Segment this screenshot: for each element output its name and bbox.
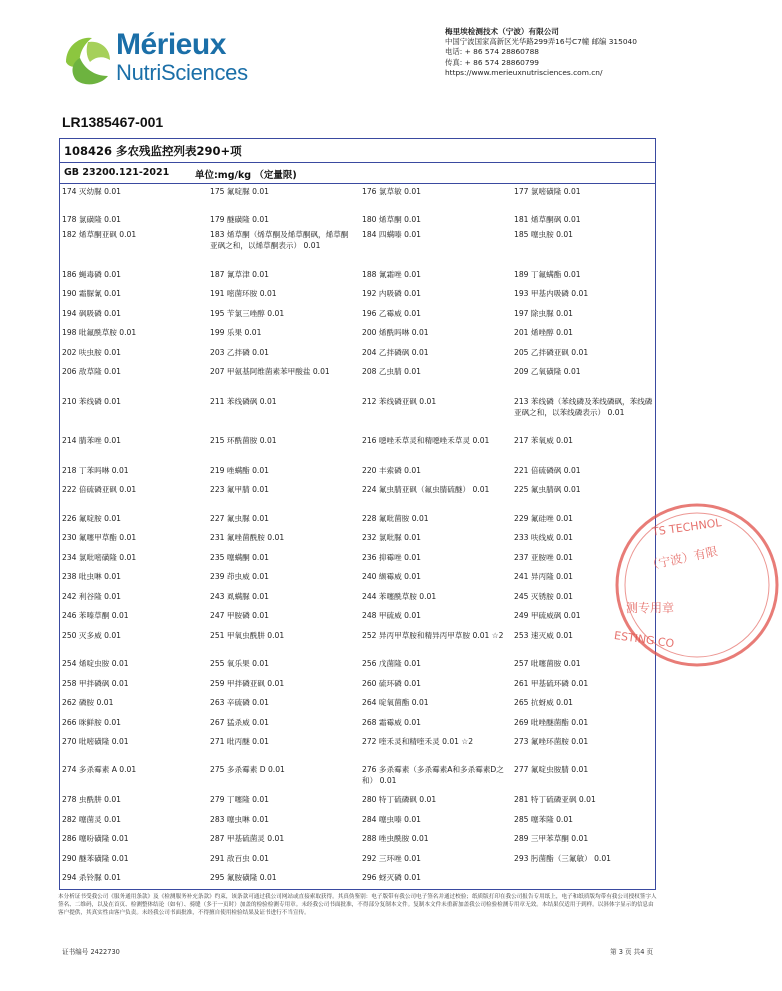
analyte-entry: 257 吡噻菌胺 0.01 — [514, 659, 581, 668]
analyte-entry: 180 烯草酮 0.01 — [362, 215, 422, 224]
report-number: LR1385467-001 — [62, 114, 164, 130]
analyte-entry: 225 氟虫腈砜 0.01 — [514, 485, 581, 494]
analyte-entry: 283 噻虫啉 0.01 — [210, 815, 270, 824]
analyte-entry: 181 烯草酮砜 0.01 — [514, 215, 581, 224]
analyte-entry: 216 噁唑禾草灵和精噁唑禾草灵 0.01 — [362, 436, 490, 445]
analyte-entry: 211 苯线磷砜 0.01 — [210, 397, 277, 406]
analyte-entry: 245 灭锈胺 0.01 — [514, 592, 574, 601]
analyte-entry: 291 敌百虫 0.01 — [210, 854, 270, 863]
analyte-entry: 203 乙拌磷 0.01 — [210, 348, 270, 357]
analyte-entry: 207 甲氨基阿维菌素苯甲酸盐 0.01 — [210, 367, 330, 376]
analyte-entry: 220 丰索磷 0.01 — [362, 466, 422, 475]
analyte-entry: 284 噻虫嗪 0.01 — [362, 815, 422, 824]
analyte-entry: 282 噻菌灵 0.01 — [62, 815, 122, 824]
svg-text:测专用章: 测专用章 — [626, 601, 675, 615]
analyte-entry: 275 多杀霉素 D 0.01 — [210, 765, 285, 774]
analyte-entry: 237 亚胺唑 0.01 — [514, 553, 574, 562]
analyte-entry: 287 甲基硫菌灵 0.01 — [210, 834, 285, 843]
analyte-entry: 228 氟吡菌胺 0.01 — [362, 514, 429, 523]
analyte-entry: 281 特丁硫磷亚砜 0.01 — [514, 795, 596, 804]
analyte-entry: 177 氯嘧磺隆 0.01 — [514, 187, 581, 196]
results-table — [59, 138, 656, 890]
analyte-entry: 274 多杀霉素 A 0.01 — [62, 765, 137, 774]
analyte-entry: 286 噻吩磺隆 0.01 — [62, 834, 129, 843]
svg-text:ESTING CO: ESTING CO — [613, 629, 675, 651]
analyte-entry: 244 苯噻酰草胺 0.01 — [362, 592, 437, 601]
svg-text:TS TECHNOL: TS TECHNOL — [651, 516, 723, 539]
analyte-entry: 192 内吸磷 0.01 — [362, 289, 422, 298]
analyte-entry: 254 烯啶虫胺 0.01 — [62, 659, 129, 668]
analyte-entry: 222 倍硫磷亚砜 0.01 — [62, 485, 137, 494]
analyte-entry: 295 氟胺磺隆 0.01 — [210, 873, 277, 882]
method-standard: GB 23200.121-2021 — [64, 167, 170, 178]
analyte-entry: 271 吡丙醚 0.01 — [210, 737, 270, 746]
analyte-entry: 183 烯草酮（烯草酮及烯草酮砜，烯草酮亚砜之和，以烯草酮表示） 0.01 — [210, 230, 349, 250]
analyte-entry: 276 多杀霉素（多杀霉素A和多杀霉素D之和） 0.01 — [362, 765, 504, 785]
analyte-entry: 264 啶氧菌酯 0.01 — [362, 698, 429, 707]
analyte-entry: 290 醚苯磺隆 0.01 — [62, 854, 129, 863]
analyte-entry: 236 抑霉唑 0.01 — [362, 553, 422, 562]
analyte-entry: 230 氟噻甲草酯 0.01 — [62, 533, 137, 542]
analyte-entry: 223 氟甲腈 0.01 — [210, 485, 270, 494]
analyte-entry: 229 氟硅唑 0.01 — [514, 514, 574, 523]
page-number: 第 3 页 共4 页 — [610, 948, 654, 956]
analyte-entry: 221 倍硫磷砜 0.01 — [514, 466, 581, 475]
svg-text:（宁波）有限: （宁波）有限 — [645, 544, 719, 573]
analyte-entry: 218 丁苯吗啉 0.01 — [62, 466, 129, 475]
analyte-entry: 267 猛杀威 0.01 — [210, 718, 270, 727]
analyte-entry: 184 四螨嗪 0.01 — [362, 230, 422, 239]
company-address: 中国宁波国家高新区光华路299弄16号C7幢 邮编 315040 — [445, 37, 637, 47]
analyte-entry: 253 速灭威 0.01 — [514, 631, 574, 640]
company-fax: 传真: + 86 574 28860799 — [445, 57, 539, 67]
analyte-entry: 234 氯吡嘧磺隆 0.01 — [62, 553, 137, 562]
company-seal-stamp — [612, 500, 782, 670]
analyte-entry: 260 硫环磷 0.01 — [362, 679, 422, 688]
analyte-entry: 219 唑螨酯 0.01 — [210, 466, 270, 475]
company-phone: 电话: + 86 574 28860788 — [445, 47, 539, 57]
analyte-entry: 269 吡唑醚菌酯 0.01 — [514, 718, 589, 727]
analyte-entry: 186 蝇毒磷 0.01 — [62, 270, 122, 279]
analyte-entry: 279 丁噻隆 0.01 — [210, 795, 270, 804]
analyte-entry: 261 甲基硫环磷 0.01 — [514, 679, 589, 688]
analyte-entry: 210 苯线磷 0.01 — [62, 397, 122, 406]
analyte-entry: 247 甲胺磷 0.01 — [210, 611, 270, 620]
analyte-entry: 204 乙拌磷砜 0.01 — [362, 348, 429, 357]
analyte-entry: 212 苯线磷亚砜 0.01 — [362, 397, 437, 406]
analyte-entry: 241 异丙隆 0.01 — [514, 572, 574, 581]
analyte-entry: 233 呋线威 0.01 — [514, 533, 574, 542]
analyte-entry: 187 氰草津 0.01 — [210, 270, 270, 279]
analyte-entry: 252 异丙甲草胺和精异丙甲草胺 0.01 ☆2 — [362, 631, 504, 640]
certificate-number: 证书编号 2422730 — [62, 948, 120, 956]
analyte-entry: 248 甲硫威 0.01 — [362, 611, 422, 620]
company-name: 梅里埃检测技术（宁波）有限公司 — [445, 27, 559, 36]
analyte-entry: 258 甲拌磷砜 0.01 — [62, 679, 129, 688]
analyte-entry: 251 甲氧虫酰肼 0.01 — [210, 631, 285, 640]
analyte-entry: 197 除虫脲 0.01 — [514, 309, 574, 318]
analyte-entry: 294 杀铃脲 0.01 — [62, 873, 122, 882]
analyte-entry: 243 虱螨脲 0.01 — [210, 592, 270, 601]
analyte-entry: 226 氟啶胺 0.01 — [62, 514, 122, 523]
analyte-entry: 242 利谷隆 0.01 — [62, 592, 122, 601]
analyte-entry: 176 氯草敏 0.01 — [362, 187, 422, 196]
analyte-entry: 232 氯吡脲 0.01 — [362, 533, 422, 542]
analyte-entry: 288 唑虫酰胺 0.01 — [362, 834, 429, 843]
analyte-entry: 239 茚虫威 0.01 — [210, 572, 270, 581]
analyte-entry: 273 氟唑环菌胺 0.01 — [514, 737, 589, 746]
analyte-entry: 296 蚜灭磷 0.01 — [362, 873, 422, 882]
merieux-logo — [62, 26, 252, 92]
analyte-entry: 188 氰霜唑 0.01 — [362, 270, 422, 279]
analyte-entry: 208 乙虫腈 0.01 — [362, 367, 422, 376]
analyte-entry: 259 甲拌磷亚砜 0.01 — [210, 679, 285, 688]
analyte-entry: 238 吡虫啉 0.01 — [62, 572, 122, 581]
analyte-entry: 235 噻螨酮 0.01 — [210, 553, 270, 562]
analyte-entry: 200 烯酰吗啉 0.01 — [362, 328, 429, 337]
analyte-entry: 214 腈苯唑 0.01 — [62, 436, 122, 445]
analyte-entry: 215 环酰菌胺 0.01 — [210, 436, 277, 445]
analyte-entry: 266 咪鲜胺 0.01 — [62, 718, 122, 727]
analyte-entry: 278 虫酰肼 0.01 — [62, 795, 122, 804]
analyte-entry: 255 氧乐果 0.01 — [210, 659, 270, 668]
analyte-entry: 196 乙霉威 0.01 — [362, 309, 422, 318]
analyte-entry: 201 烯唑醇 0.01 — [514, 328, 574, 337]
analyte-entry: 182 烯草酮亚砜 0.01 — [62, 230, 137, 239]
analyte-entry: 213 苯线磷（苯线磷及苯线磷砜，苯线磷亚砜之和，以苯线磷表示） 0.01 — [514, 397, 653, 417]
terms-footnote: 本分析证书受我公司《服务通用条款》及《检测服务补充条款》约束，该条款可通过我公司网站或直接索取获得。其真伪鉴别：电子版带有我公司电子签名并通过校验；纸质版打印在我公司报告专用纸上，电子和纸质版均带有我公司授权签字人签名、二维码，以及在首页、检测整体结论（如有）、骑缝（多于一页时）加盖的检验检测专用章。未经我公司书面批准，不得部分复制本文件。复制本文件未重新加盖我公司检验检测专用章无效。本结果仅适用于到样。以斜体字显示的信息由客户提供，其真实性由客户负责。未经我公司书面批准，不得擅自使用检验结果及证书进行不当宣传。 — [58, 894, 657, 917]
analyte-entry: 190 霜脲氰 0.01 — [62, 289, 122, 298]
analyte-entry: 268 霜霉威 0.01 — [362, 718, 422, 727]
analyte-entry: 224 氟虫腈亚砜（氟虫腈硫醚） 0.01 — [362, 485, 490, 494]
analyte-entry: 185 噻虫胺 0.01 — [514, 230, 574, 239]
analyte-entry: 206 敌草隆 0.01 — [62, 367, 122, 376]
analyte-entry: 175 氟啶脲 0.01 — [210, 187, 270, 196]
brand-name-line1: Mérieux — [116, 28, 226, 61]
analyte-entry: 209 乙氧磺隆 0.01 — [514, 367, 581, 376]
analyte-entry: 217 苯氧威 0.01 — [514, 436, 574, 445]
analyte-entry: 292 三环唑 0.01 — [362, 854, 422, 863]
analyte-entry: 240 缬霉威 0.01 — [362, 572, 422, 581]
analyte-entry: 265 抗蚜威 0.01 — [514, 698, 574, 707]
analyte-entry: 289 三甲苯草酮 0.01 — [514, 834, 589, 843]
analyte-entry: 250 灭多威 0.01 — [62, 631, 122, 640]
analyte-entry: 195 苄氯三唑醇 0.01 — [210, 309, 285, 318]
unit-label: 单位:mg/kg （定量限) — [195, 170, 297, 181]
analyte-entry: 198 吡氟酰草胺 0.01 — [62, 328, 137, 337]
analyte-entry: 191 嘧菌环胺 0.01 — [210, 289, 277, 298]
analyte-entry: 174 灭幼脲 0.01 — [62, 187, 122, 196]
analyte-entry: 249 甲硫威砜 0.01 — [514, 611, 581, 620]
analyte-entry: 179 醚磺隆 0.01 — [210, 215, 270, 224]
analyte-entry: 246 苯嗪草酮 0.01 — [62, 611, 129, 620]
analyte-entry: 227 氟虫脲 0.01 — [210, 514, 270, 523]
merieux-logo-mark-icon — [62, 32, 114, 88]
analyte-entry: 293 肟菌酯（三氟敏） 0.01 — [514, 854, 611, 863]
analyte-entry: 256 戊菌隆 0.01 — [362, 659, 422, 668]
analyte-entry: 189 丁氟螨酯 0.01 — [514, 270, 581, 279]
table-title: 108426 多农残监控列表290+项 — [60, 139, 655, 163]
analyte-entry: 272 喹禾灵和精喹禾灵 0.01 ☆2 — [362, 737, 474, 746]
analyte-entry: 199 乐果 0.01 — [210, 328, 262, 337]
analyte-entry: 277 氟啶虫胺腈 0.01 — [514, 765, 589, 774]
analyte-entry: 262 磷胺 0.01 — [62, 698, 114, 707]
analyte-entry: 202 呋虫胺 0.01 — [62, 348, 122, 357]
analyte-entry: 194 砜吸磷 0.01 — [62, 309, 122, 318]
analyte-entry: 231 氟唑菌酰胺 0.01 — [210, 533, 285, 542]
table-subheader — [60, 163, 655, 184]
analyte-entry: 193 甲基内吸磷 0.01 — [514, 289, 589, 298]
company-info — [445, 27, 637, 78]
company-website[interactable]: https://www.merieuxnutrisciences.com.cn/ — [445, 67, 603, 77]
analyte-entry: 263 辛硫磷 0.01 — [210, 698, 270, 707]
analyte-entry: 285 噻苯隆 0.01 — [514, 815, 574, 824]
analyte-entry: 178 氯磺隆 0.01 — [62, 215, 122, 224]
analyte-entry: 270 吡嘧磺隆 0.01 — [62, 737, 129, 746]
analyte-entry: 205 乙拌磷亚砜 0.01 — [514, 348, 589, 357]
brand-name-line2: NutriSciences — [116, 60, 248, 85]
analyte-entry: 280 特丁硫磷砜 0.01 — [362, 795, 437, 804]
